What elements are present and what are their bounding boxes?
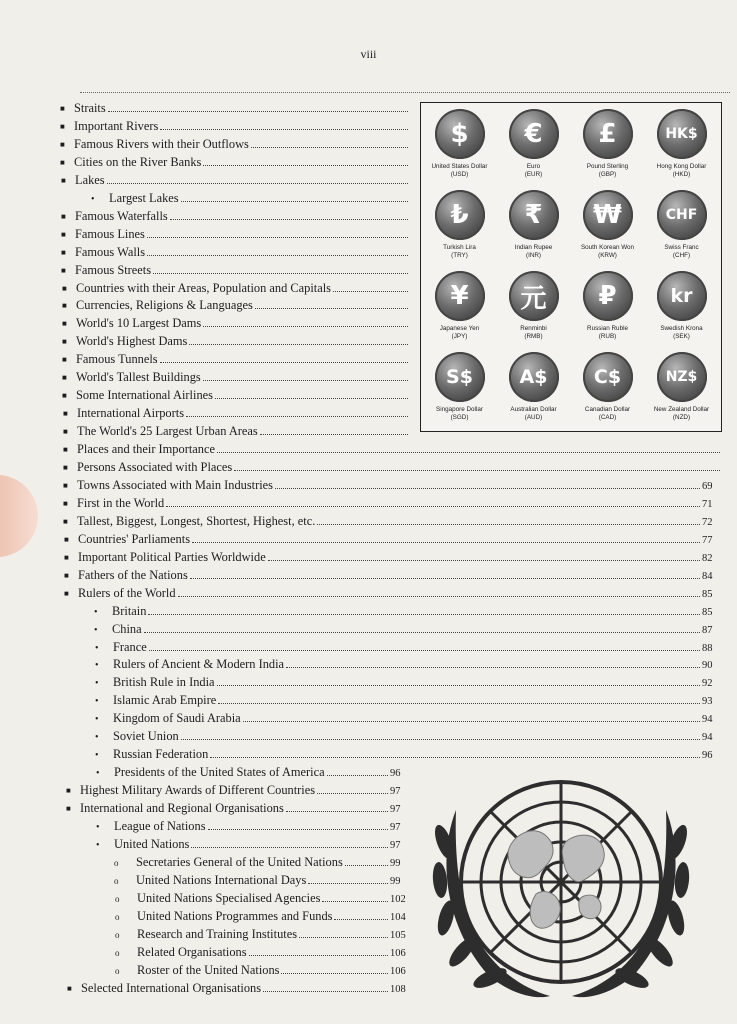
dot-leader xyxy=(268,560,700,561)
dot-bullet-icon: • xyxy=(95,642,99,654)
toc-entry-title: Highest Military Awards of Different Countries xyxy=(80,783,316,798)
dot-leader xyxy=(147,237,408,238)
currency-item xyxy=(422,352,497,432)
toc-entry xyxy=(62,281,410,296)
toc-entry xyxy=(94,604,722,619)
toc-entry xyxy=(61,209,410,224)
toc-entry-title: Persons Associated with Places xyxy=(77,460,233,474)
currency-symbol-icon: $ xyxy=(435,109,485,159)
square-bullet-icon: ■ xyxy=(62,373,67,383)
circle-bullet-icon: o xyxy=(114,857,119,868)
toc-entry-title: Some International Airlines xyxy=(76,388,213,403)
toc-entry xyxy=(67,981,410,996)
dot-leader xyxy=(234,470,720,471)
toc-entry-title: Related Organisations xyxy=(137,944,247,959)
dot-leader xyxy=(322,901,388,902)
currency-code: (RMB) xyxy=(524,333,543,340)
toc-entry xyxy=(95,729,722,744)
toc-entry-page: 108 xyxy=(390,983,406,995)
toc-entry-title: Towns Associated with Main Industries xyxy=(77,477,273,492)
dot-leader xyxy=(107,183,408,184)
dot-leader xyxy=(333,291,408,292)
toc-entry-title: Countries' Parliaments xyxy=(78,531,191,546)
dot-leader xyxy=(275,488,700,489)
toc-entry-title: Secretaries General of the United Nations xyxy=(136,854,343,869)
currency-code: (SGD) xyxy=(450,414,469,421)
currency-name: United States Dollar xyxy=(431,163,488,170)
toc-entry-page: 104 xyxy=(390,911,406,923)
dot-leader xyxy=(260,434,408,435)
currency-name: Russian Ruble xyxy=(587,325,628,332)
toc-entry-page: 94 xyxy=(702,732,713,744)
currency-item xyxy=(496,109,571,189)
square-bullet-icon: ■ xyxy=(60,139,65,149)
toc-entry-page: 93 xyxy=(702,696,713,708)
toc-entry-page: 97 xyxy=(390,839,401,851)
square-bullet-icon: ■ xyxy=(64,552,69,562)
dot-leader xyxy=(153,273,408,274)
toc-entry-title: United Nations Specialised Agencies xyxy=(137,890,321,905)
currency-name: Singapore Dollar xyxy=(436,406,483,413)
toc-entry xyxy=(94,622,722,637)
toc-entry-title: First in the World xyxy=(77,495,165,510)
circle-bullet-icon: o xyxy=(115,911,120,922)
dot-bullet-icon: • xyxy=(91,193,95,205)
toc-entry xyxy=(96,819,410,834)
currency-name: Euro xyxy=(526,163,541,170)
currency-code: (AUD) xyxy=(524,414,543,421)
toc-entry xyxy=(62,298,410,313)
square-bullet-icon: ■ xyxy=(60,121,65,131)
toc-entry xyxy=(66,801,410,816)
toc-entry-title: Roster of the United Nations xyxy=(137,962,280,977)
currency-item xyxy=(496,190,571,270)
toc-entry xyxy=(63,514,722,529)
currency-item xyxy=(570,352,645,432)
toc-entry-page: 102 xyxy=(390,893,406,905)
dot-leader xyxy=(208,829,388,830)
currency-name: New Zealand Dollar xyxy=(653,406,710,413)
toc-entry xyxy=(62,388,410,403)
currency-name: Japanese Yen xyxy=(439,325,480,332)
toc-entry-title: Tallest, Biggest, Longest, Shortest, Highest, etc. xyxy=(77,513,316,528)
currency-item xyxy=(496,271,571,351)
dot-leader xyxy=(181,739,700,740)
currency-code: (EUR) xyxy=(524,171,543,178)
currency-item xyxy=(644,190,719,270)
currency-item xyxy=(422,190,497,270)
currency-symbol-icon: kr xyxy=(657,271,707,321)
toc-entry-page: 96 xyxy=(702,750,713,762)
currency-code: (CAD) xyxy=(598,414,617,421)
dot-leader xyxy=(147,255,408,256)
dot-leader xyxy=(144,632,700,633)
dot-bullet-icon: • xyxy=(96,822,100,833)
toc-entry-title: World's Highest Dams xyxy=(76,334,188,349)
toc-entry xyxy=(61,263,410,278)
dot-leader xyxy=(181,201,408,202)
toc-entry-page: 97 xyxy=(390,804,401,816)
toc-entry-page: 85 xyxy=(702,588,713,600)
toc-entry-title: Russian Federation xyxy=(113,747,209,762)
toc-entry xyxy=(95,640,722,655)
dot-bullet-icon: • xyxy=(95,696,99,708)
currency-name: Swiss Franc xyxy=(664,244,699,251)
toc-entry xyxy=(63,460,722,475)
square-bullet-icon: ■ xyxy=(63,480,68,490)
currency-item xyxy=(422,271,497,351)
toc-entry xyxy=(64,568,722,583)
toc-entry xyxy=(63,496,722,511)
dot-leader xyxy=(210,757,700,758)
toc-entry-title: China xyxy=(112,621,142,636)
currency-symbol-icon: ₹ xyxy=(509,190,559,240)
toc-entry-title: Places and their Importance xyxy=(77,442,215,457)
toc-entry-title: Rulers of the World xyxy=(78,585,176,600)
un-emblem-icon xyxy=(418,770,704,1008)
toc-entry xyxy=(63,424,410,439)
toc-entry-title: League of Nations xyxy=(114,819,206,833)
toc-entry xyxy=(61,173,410,188)
toc-entry-title: Countries with their Areas, Population and Capitals xyxy=(76,280,332,295)
dot-leader xyxy=(190,578,700,579)
toc-entry-page: 94 xyxy=(702,714,713,726)
toc-entry-title: World's Tallest Buildings xyxy=(76,370,201,385)
dot-leader xyxy=(286,667,700,668)
toc-entry-title: Famous Rivers with their Outflows xyxy=(74,136,249,151)
currency-code: (KRW) xyxy=(598,252,617,259)
toc-entry-title: Famous Walls xyxy=(75,244,146,259)
toc-entry-title: Presidents of the United States of America xyxy=(114,765,325,780)
toc-entry-page: 99 xyxy=(390,875,401,887)
currency-name: Hong Kong Dollar xyxy=(656,163,707,170)
dot-leader xyxy=(191,847,388,848)
toc-entry xyxy=(62,316,410,331)
square-bullet-icon: ■ xyxy=(63,409,68,419)
toc-entry xyxy=(115,963,410,978)
currency-item xyxy=(422,109,497,189)
toc-entry xyxy=(63,478,722,493)
dot-leader xyxy=(317,793,388,794)
dot-leader xyxy=(263,991,388,992)
toc-entry xyxy=(95,675,722,690)
currency-code: (HKD) xyxy=(672,171,691,178)
toc-entry-title: Fathers of the Nations xyxy=(78,567,188,582)
dot-leader xyxy=(334,919,388,920)
toc-entry xyxy=(95,657,722,672)
square-bullet-icon: ■ xyxy=(63,498,68,508)
toc-entry-title: Famous Lines xyxy=(75,226,145,241)
toc-entry-title: Britain xyxy=(112,603,147,618)
dot-bullet-icon: • xyxy=(94,624,98,636)
toc-entry xyxy=(61,227,410,242)
square-bullet-icon: ■ xyxy=(60,157,65,167)
dot-leader xyxy=(345,865,388,866)
square-bullet-icon: ■ xyxy=(64,534,69,544)
square-bullet-icon: ■ xyxy=(62,301,67,311)
currency-code: (JPY) xyxy=(451,333,468,340)
dot-leader xyxy=(149,650,700,651)
circle-bullet-icon: o xyxy=(115,929,120,940)
dot-leader xyxy=(166,506,700,507)
square-bullet-icon: ■ xyxy=(61,211,66,221)
toc-entry-page: 88 xyxy=(702,642,713,654)
dot-bullet-icon: • xyxy=(96,768,100,780)
dot-leader xyxy=(108,111,408,112)
toc-entry-page: 87 xyxy=(702,624,713,636)
toc-entry-page: 90 xyxy=(702,660,713,672)
toc-entry-page: 71 xyxy=(702,498,713,510)
toc-entry-title: Famous Waterfalls xyxy=(75,208,168,223)
dot-leader xyxy=(217,452,720,453)
currency-symbol-icon: € xyxy=(509,109,559,159)
toc-entry xyxy=(60,119,410,134)
toc-entry xyxy=(96,765,410,780)
toc-entry-page: 99 xyxy=(390,857,401,869)
toc-entry-page: 105 xyxy=(390,929,406,941)
toc-entry xyxy=(62,334,410,349)
dot-leader xyxy=(251,147,408,148)
dot-bullet-icon: • xyxy=(95,714,99,726)
toc-entry-page: 97 xyxy=(390,786,401,798)
toc-entry-page: 77 xyxy=(702,534,713,546)
dot-leader xyxy=(218,703,700,704)
toc-entry-title: Islamic Arab Empire xyxy=(113,693,217,708)
currency-code: (SEK) xyxy=(673,333,690,340)
dot-leader xyxy=(249,955,388,956)
square-bullet-icon: ■ xyxy=(62,319,67,329)
currency-code: (USD) xyxy=(450,171,469,178)
toc-entry-page: 92 xyxy=(702,678,713,690)
toc-entry-page: 106 xyxy=(390,947,406,959)
toc-entry xyxy=(115,927,410,942)
toc-entry-title: Currencies, Religions & Languages xyxy=(76,298,253,313)
square-bullet-icon: ■ xyxy=(67,983,72,993)
square-bullet-icon: ■ xyxy=(66,804,71,814)
dot-leader xyxy=(217,685,700,686)
dot-leader xyxy=(308,883,388,884)
circle-bullet-icon: o xyxy=(115,893,120,904)
square-bullet-icon: ■ xyxy=(64,588,69,598)
toc-entry-page: 72 xyxy=(702,516,713,528)
currency-symbol-icon: ₺ xyxy=(435,190,485,240)
dot-leader xyxy=(160,362,408,363)
circle-bullet-icon: o xyxy=(115,965,120,976)
toc-entry-title: Cities on the River Banks xyxy=(74,154,202,169)
dot-leader xyxy=(148,614,700,615)
toc-entry-title: Rulers of Ancient & Modern India xyxy=(113,657,285,672)
dot-bullet-icon: • xyxy=(94,606,98,618)
currency-name: Renminbi xyxy=(520,325,547,332)
square-bullet-icon: ■ xyxy=(63,445,68,455)
toc-entry-title: Important Political Parties Worldwide xyxy=(78,549,266,564)
dot-bullet-icon: • xyxy=(95,678,99,690)
currency-symbol-icon: S$ xyxy=(435,352,485,402)
currency-symbol-icon: NZ$ xyxy=(657,352,707,402)
currency-name: Canadian Dollar xyxy=(584,406,631,413)
square-bullet-icon: ■ xyxy=(64,570,69,580)
toc-entry xyxy=(63,406,410,421)
toc-entry-title: United Nations Programmes and Funds xyxy=(137,908,333,923)
toc-entry xyxy=(95,747,722,762)
square-bullet-icon: ■ xyxy=(60,104,65,113)
dot-leader xyxy=(170,219,408,220)
circle-bullet-icon: o xyxy=(115,947,120,958)
dot-leader xyxy=(203,326,408,327)
toc-entry-title: Straits xyxy=(74,101,106,115)
page-number: viii xyxy=(360,47,377,61)
dot-leader xyxy=(203,380,408,381)
toc-entry-page: 84 xyxy=(702,570,713,582)
toc-entry xyxy=(96,837,410,852)
dot-bullet-icon: • xyxy=(95,750,99,762)
currency-code: (GBP) xyxy=(598,171,617,178)
toc-entry-page: 96 xyxy=(390,768,401,780)
toc-entry xyxy=(62,352,410,367)
currency-symbol-icon: HK$ xyxy=(657,109,707,159)
square-bullet-icon: ■ xyxy=(63,463,68,472)
currency-symbol-icon: £ xyxy=(583,109,633,159)
currency-item xyxy=(570,109,645,189)
dot-leader xyxy=(215,398,408,399)
toc-entry xyxy=(115,891,410,906)
square-bullet-icon: ■ xyxy=(62,391,67,401)
toc-entry xyxy=(60,155,410,170)
currency-name: Indian Rupee xyxy=(514,244,553,251)
currency-symbol-icon: ₩ xyxy=(583,190,633,240)
toc-entry-title: Selected International Organisations xyxy=(81,980,262,995)
currency-symbol-icon: A$ xyxy=(509,352,559,402)
currency-item xyxy=(644,352,719,432)
toc-entry xyxy=(114,873,410,888)
dot-leader xyxy=(203,165,408,166)
toc-entry xyxy=(64,550,722,565)
currency-symbol-icon: C$ xyxy=(583,352,633,402)
toc-entry xyxy=(63,442,722,457)
square-bullet-icon: ■ xyxy=(62,355,67,365)
square-bullet-icon: ■ xyxy=(61,265,66,275)
dot-leader xyxy=(281,973,388,974)
toc-entry-title: International Airports xyxy=(77,406,185,421)
currency-item xyxy=(570,271,645,351)
square-bullet-icon: ■ xyxy=(61,175,66,185)
currency-name: Pound Sterling xyxy=(586,163,629,170)
currency-item xyxy=(496,352,571,432)
toc-entry xyxy=(64,586,722,601)
currency-name: South Korean Won xyxy=(580,244,635,251)
currency-symbol-icon: ¥ xyxy=(435,271,485,321)
currency-item xyxy=(644,271,719,351)
toc-entry-title: France xyxy=(113,639,147,654)
currency-item xyxy=(644,109,719,189)
currency-code: (INR) xyxy=(525,252,542,259)
toc-entry-title: United Nations International Days xyxy=(136,872,307,887)
square-bullet-icon: ■ xyxy=(61,229,66,239)
toc-entry-page: 106 xyxy=(390,965,406,977)
toc-entry-title: British Rule in India xyxy=(113,675,215,690)
currency-item xyxy=(570,190,645,270)
toc-entry-page: 97 xyxy=(390,822,401,833)
dot-leader xyxy=(286,811,388,812)
toc-entry xyxy=(60,101,410,116)
toc-entry-title: World's 10 Largest Dams xyxy=(76,316,202,331)
dot-leader xyxy=(186,416,408,417)
dot-bullet-icon: • xyxy=(95,660,99,672)
toc-entry xyxy=(95,711,722,726)
currency-code: (RUB) xyxy=(598,333,617,340)
dot-bullet-icon: • xyxy=(95,732,99,744)
toc-entry xyxy=(61,245,410,260)
square-bullet-icon: ■ xyxy=(61,247,66,257)
dot-leader xyxy=(160,129,408,130)
square-bullet-icon: ■ xyxy=(62,283,67,293)
toc-entry-title: Research and Training Institutes xyxy=(137,926,298,941)
dot-leader xyxy=(317,524,700,525)
currency-code: (CHF) xyxy=(672,252,691,259)
toc-entry xyxy=(64,532,722,547)
square-bullet-icon: ■ xyxy=(62,337,67,347)
toc-entry-title: United Nations xyxy=(114,836,190,851)
dot-leader xyxy=(189,344,408,345)
currency-symbol-icon: CHF xyxy=(657,190,707,240)
toc-entry xyxy=(95,693,722,708)
toc-entry-title: Kingdom of Saudi Arabia xyxy=(113,711,241,726)
circle-bullet-icon: o xyxy=(114,875,119,886)
currency-symbol-icon: 元 xyxy=(509,271,559,321)
currency-name: Turkish Lira xyxy=(443,244,476,251)
currency-name: Swedish Krona xyxy=(660,325,703,332)
toc-entry-page: 82 xyxy=(702,552,713,564)
toc-entry-title: Lakes xyxy=(75,172,105,187)
square-bullet-icon: ■ xyxy=(66,786,71,796)
currency-code: (TRY) xyxy=(451,252,468,259)
square-bullet-icon: ■ xyxy=(63,427,68,437)
toc-entry-title: Soviet Union xyxy=(113,729,179,744)
toc-entry xyxy=(62,370,410,385)
currency-symbol-icon: ₽ xyxy=(583,271,633,321)
dot-leader xyxy=(327,775,388,776)
toc-entry-title: The World's 25 Largest Urban Areas xyxy=(77,424,258,439)
toc-entry xyxy=(115,945,410,960)
toc-entry-page: 85 xyxy=(702,606,713,618)
square-bullet-icon: ■ xyxy=(63,516,68,526)
dot-leader xyxy=(255,308,408,309)
toc-entry xyxy=(114,855,410,870)
toc-entry xyxy=(60,137,410,152)
toc-entry xyxy=(115,909,410,924)
dot-leader xyxy=(299,937,388,938)
toc-entry-title: Famous Streets xyxy=(75,262,152,277)
toc-entry-title: Largest Lakes xyxy=(109,190,179,205)
dot-bullet-icon: • xyxy=(96,839,100,851)
dot-leader xyxy=(243,721,700,722)
currency-name: Australian Dollar xyxy=(510,406,557,413)
currency-code: (NZD) xyxy=(672,414,691,421)
toc-entry xyxy=(91,191,410,206)
toc-entry-page: 69 xyxy=(702,480,713,492)
currency-symbols-panel xyxy=(420,102,722,432)
dot-leader xyxy=(178,596,700,597)
toc-entry-title: Important Rivers xyxy=(74,118,159,133)
toc-entry-title: Famous Tunnels xyxy=(76,352,158,367)
toc-entry-title: International and Regional Organisations xyxy=(80,801,284,816)
toc-entry xyxy=(66,783,410,798)
dot-leader xyxy=(192,542,700,543)
